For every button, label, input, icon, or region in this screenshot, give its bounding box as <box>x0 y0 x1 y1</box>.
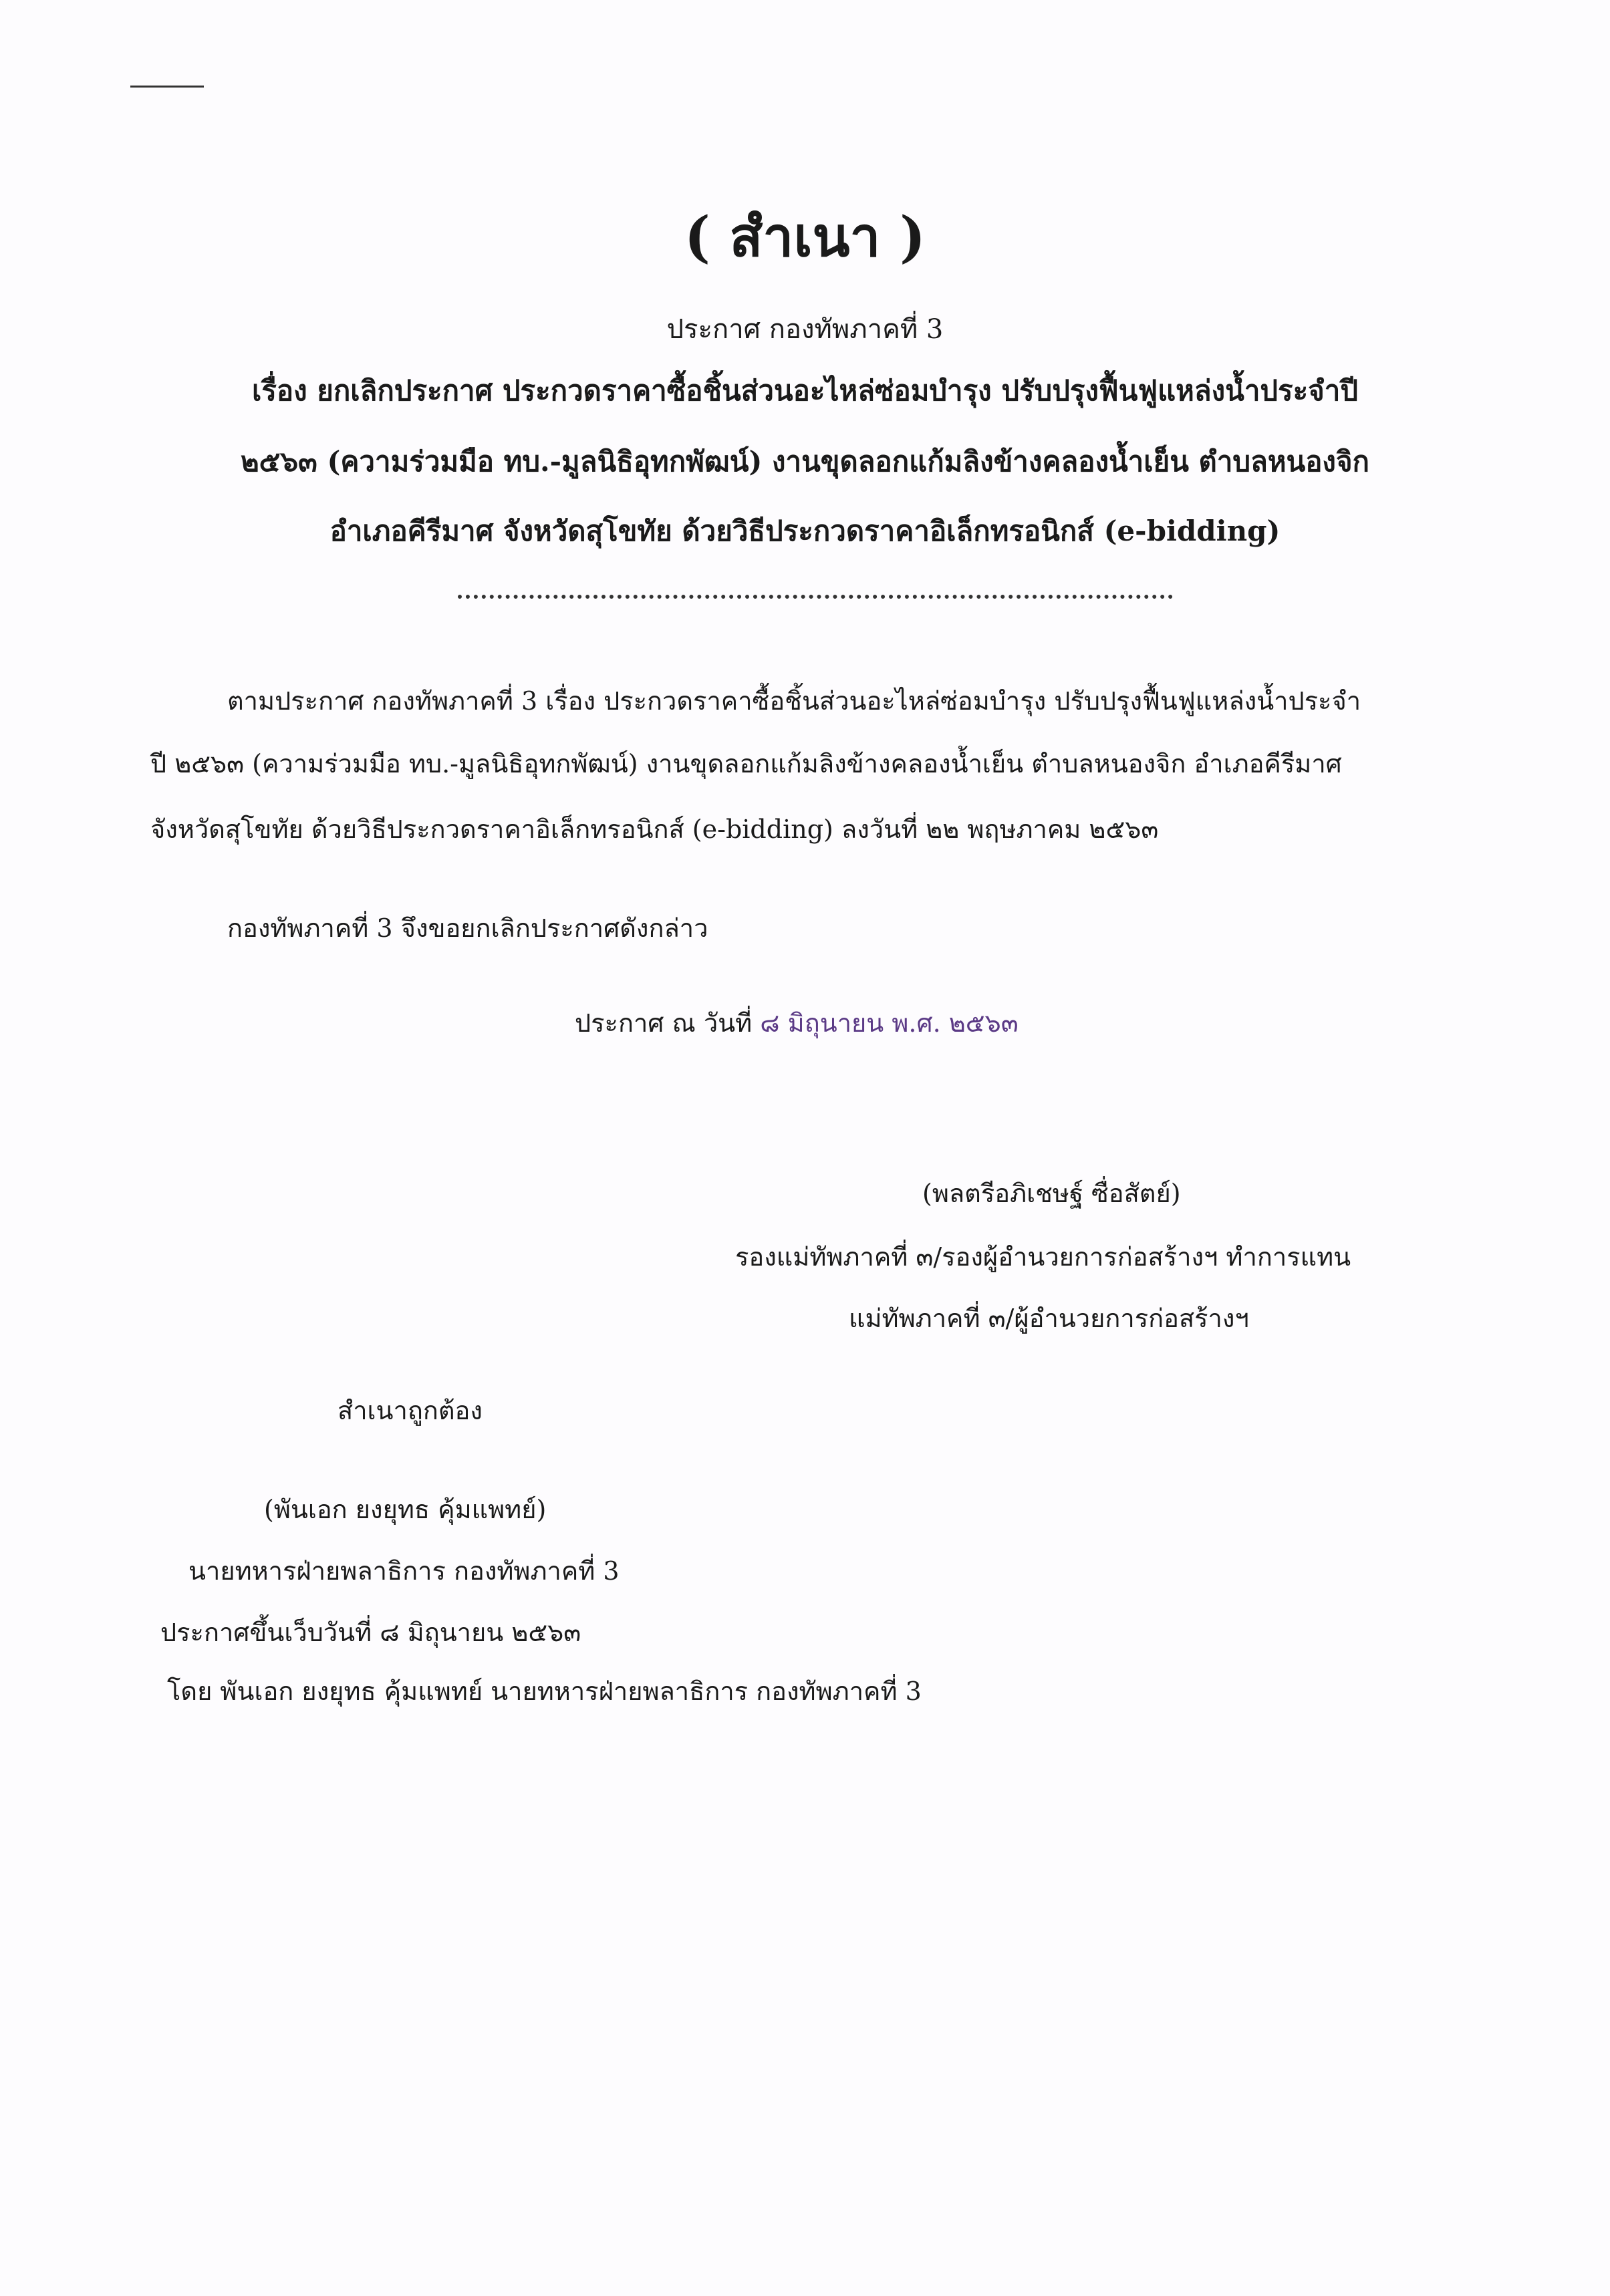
signatory-position-2: แม่ทัพภาคที่ ๓/ผู้อำนวยการก่อสร้างฯ <box>849 1304 1249 1333</box>
corner-mark <box>130 86 204 88</box>
announcement-date <box>575 1002 1019 1043</box>
announcement-heading: ประกาศ กองทัพภาคที่ 3 <box>666 314 944 345</box>
signatory-name: (พลตรีอภิเชษฐ์ ซื่อสัตย์) <box>922 1179 1181 1208</box>
body-paragraph-line-2: ปี ๒๕๖๓ (ความร่วมมือ ทบ.-มูลนิธิอุทกพัฒน์) งานขุดลอกแก้มลิงข้างคลองน้ำเย็น ตำบลหนองจิก อำเภอคีรีมาศ <box>150 749 1342 778</box>
subject-line-2: ๒๕๖๓ (ความร่วมมือ ทบ.-มูลนิธิอุทกพัฒน์) งานขุดลอกแก้มลิงข้างคลองน้ำเย็น ตำบลหนองจิก <box>241 445 1369 478</box>
date-prefix: ประกาศ ณ วันที่ <box>575 1008 753 1038</box>
web-posting-date: ประกาศขึ้นเว็บวันที่ ๘ มิถุนายน ๒๕๖๓ <box>160 1618 581 1647</box>
body-paragraph-line-1: ตามประกาศ กองทัพภาคที่ 3 เรื่อง ประกวดราคาซื้อชิ้นส่วนอะไหล่ซ่อมบำรุง ปรับปรุงฟื้นฟูแหล่งน้ำประจำ <box>227 686 1361 716</box>
subject-line-3: อำเภอคีรีมาศ จังหวัดสุโขทัย ด้วยวิธีประกวดราคาอิเล็กทรอนิกส์ (e-bidding) <box>329 515 1281 547</box>
web-posting-by: โดย พันเอก ยงยุทธ คุ้มแพทย์ นายทหารฝ่ายพลาธิการ กองทัพภาคที่ 3 <box>167 1677 922 1706</box>
date-value: ๘ มิถุนายน พ.ศ. ๒๕๖๓ <box>752 1008 1019 1038</box>
cancellation-statement: กองทัพภาคที่ 3 จึงขอยกเลิกประกาศดังกล่าว <box>227 913 708 943</box>
subject-line-1: เรื่อง ยกเลิกประกาศ ประกวดราคาซื้อชิ้นส่วนอะไหล่ซ่อมบำรุง ปรับปรุงฟื้นฟูแหล่งน้ำประจำปี <box>251 374 1359 407</box>
dotted-separator <box>458 595 1173 599</box>
certified-copy-label: สำเนาถูกต้อง <box>338 1396 483 1425</box>
body-paragraph-line-3: จังหวัดสุโขทัย ด้วยวิธีประกวดราคาอิเล็กทรอนิกส์ (e-bidding) ลงวันที่ ๒๒ พฤษภาคม ๒๕๖๓ <box>150 815 1159 844</box>
copy-title: ( สำเนา ) <box>684 205 926 269</box>
certifier-position: นายทหารฝ่ายพลาธิการ กองทัพภาคที่ 3 <box>188 1556 620 1586</box>
certifier-name: (พันเอก ยงยุทธ คุ้มแพทย์) <box>264 1495 547 1524</box>
signatory-position-1: รองแม่ทัพภาคที่ ๓/รองผู้อำนวยการก่อสร้างฯ ทำการแทน <box>735 1242 1351 1272</box>
